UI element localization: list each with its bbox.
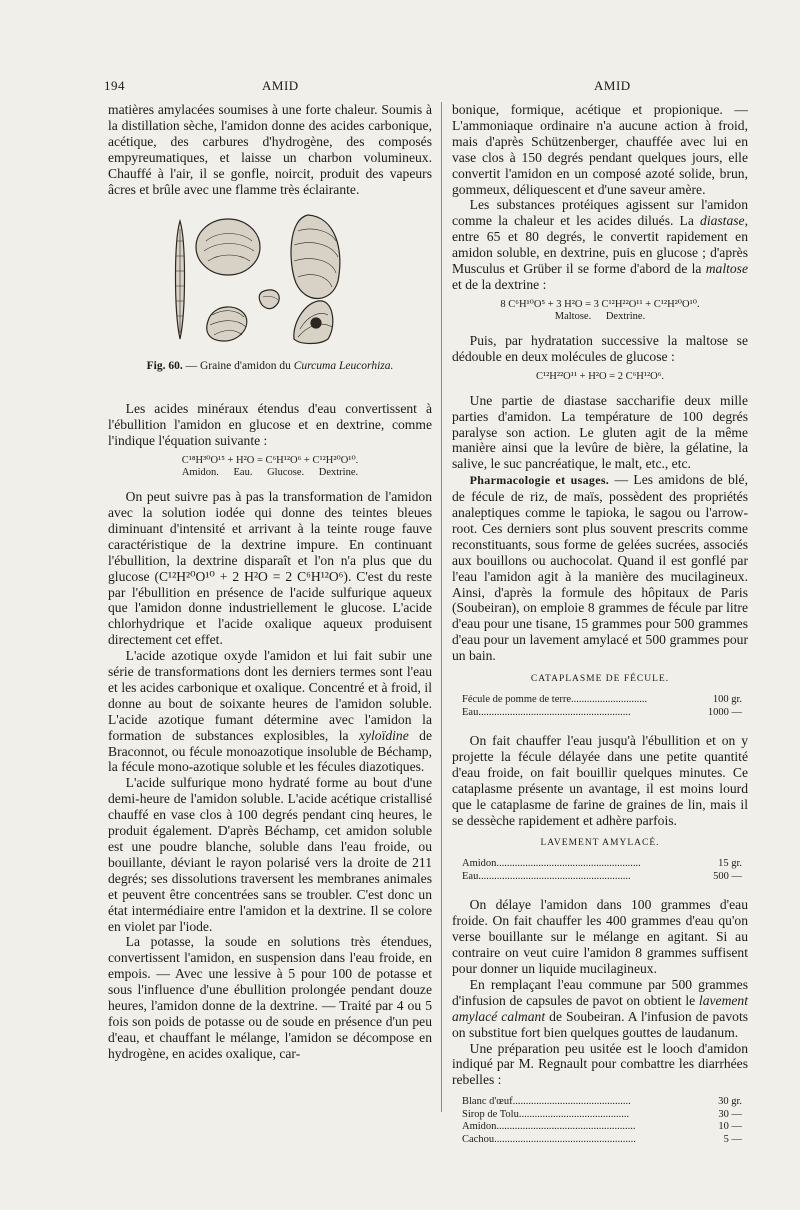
ingredient: Amidon....................................................... — [462, 858, 641, 870]
text-run: de Soubeiran. A l'infusion de pavots on substitue fort bien quelques gouttes de laudanum. — [452, 1008, 749, 1040]
paragraph — [452, 977, 748, 1041]
figure-starch-grains — [108, 211, 432, 351]
text-run: — Les amidons de blé, de fécule de riz, de maïs, possèdent des propriétés analeptiques comme le tapioka, le sagou ou l'arrow-root. Ces derniers sont plus souvent prescrits comme reconstituants, sous forme de gelées sucrées, associés aux bouillons ou auchocolat. Quand il est gonflé par l'eau l'amidon agit à la manière des mucilagineux. Ainsi, d'après la formule des hôpitaux de Paris (Soubeiran), on emploie 8 grammes de fécule par litre d'eau pour une tisane, 15 grammes pour 500 grammes d'eau pour un lavement amylacé et 500 grammes pour un bain. — [452, 472, 748, 664]
recipe-row — [462, 1109, 742, 1122]
paragraph: Puis, par hydratation successive la maltose se dédouble en deux molécules de glucose : — [452, 332, 748, 364]
page-header — [0, 78, 800, 98]
recipe-row — [462, 1121, 742, 1134]
paragraph: On fait chauffer l'eau jusqu'à l'ébullition et on y projette la fécule délayée dans une petite quantité d'eau froide, on fait bouillir quelques minutes. Ce cataplasme présente un avantage, il est moins lourd que le cataplasme de farine de graines de lin, mais il se dessèche rapidement et adhère parfois. — [452, 733, 748, 828]
italic-term: diastase, — [700, 213, 748, 229]
recipe-row — [462, 694, 742, 707]
equation: 8 C⁶H¹⁰O⁵ + 3 H²O = 3 C¹²H²²O¹¹ + C¹²H²⁰O¹⁰. — [500, 298, 700, 310]
figure-caption — [108, 359, 432, 375]
ingredient: Amidon..................................................... — [462, 1121, 636, 1133]
recipe-row — [462, 1134, 742, 1147]
section-heading: Pharmacologie et usages. — [469, 473, 610, 488]
recipe-row — [462, 871, 742, 884]
text-run: L'acide azotique oxyde l'amidon et lui fait subir une série de transformations dont les derniers termes sont l'eau et les acides carbonique et oxalique. Concentré et à froid, il donne au bout de soixante heures de l'amidon soluble. L'acide azotique fumant détermine avec l'amidon la formation de substances explosibles, la — [108, 648, 432, 743]
quantity: 10 — — [718, 1121, 742, 1133]
paragraph: On délaye l'amidon dans 100 grammes d'eau froide. On fait chauffer les 400 grammes d'eau qu'on verse bouillante sur le mélange en agitant. Si au contraire on veut cuire l'amidon 8 grammes suffisent pour donner un liquide mucilagineux. — [452, 897, 748, 976]
equation-label: Maltose. — [554, 310, 592, 322]
italic-term: lavement amylacé calmant — [452, 992, 748, 1024]
paragraph — [452, 197, 748, 292]
figure-label: Fig. 60. — [146, 360, 183, 373]
ingredient: Eau.......................................................... — [462, 870, 631, 882]
paragraph: matières amylacées soumises à une forte chaleur. Soumis à la distillation sèche, l'amidon donne des acides carbonique, acétique, des carbures d'hydrogène, des composés empyreumatiques, et laisse un charbon volumineux. Chauffé à l'air, il se gonfle, noircit, produit des vapeurs âcres et brûle avec une flamme très éclairante. — [108, 102, 432, 197]
figure-caption-text: — Graine d'amidon du — [185, 360, 291, 373]
ingredient: Sirop de Tolu.......................................... — [462, 1108, 630, 1120]
text-run: Les substances protéiques agissent sur l'amidon comme la chaleur et les acides dilués. La — [452, 197, 748, 229]
starch-grains-illustration — [168, 211, 368, 351]
recipe-row — [462, 858, 742, 871]
quantity: 5 — — [723, 1133, 742, 1145]
paragraph: L'acide sulfurique mono hydraté forme au bout d'une demi-heure de l'amidon soluble. L'acide acétique cristallisé chauffé en vase clos à 100 degrés pendant cinq heures, le produit également. D'après Béchamp, cet amidon soluble est une poudre blanche, soluble dans l'eau froide, ou bouillante, déviant le rayon polarisé vers la droite de 211 degrés; ses dissolutions traversent les membranes animales et peuvent être concentrées sans se troubler. C'est donc un état intermédiaire entre l'amidon et la dextrine. Il se colore en violet par l'iode. — [108, 775, 432, 934]
column-divider — [441, 102, 442, 1112]
left-column — [108, 102, 432, 1062]
right-column — [452, 102, 748, 1160]
ingredient: Blanc d'œuf............................................. — [462, 1096, 631, 1108]
quantity: 100 gr. — [712, 694, 742, 705]
equation-labels — [108, 467, 432, 479]
recipe-title: CATAPLASME DE FÉCULE. — [530, 674, 670, 685]
equation-label: Glucose. — [267, 467, 305, 479]
italic-term: maltose — [705, 261, 748, 277]
paragraph — [108, 648, 432, 775]
recipe-row — [462, 1096, 742, 1109]
running-head-right: AMID — [594, 78, 631, 93]
figure-caption-species: Curcuma Leucorhiza. — [293, 360, 394, 373]
equation-label: Eau. — [233, 467, 253, 479]
paragraph: Une préparation peu usitée est le looch d'amidon indiqué par M. Regnault pour combattre les diarrhées rebelles : — [452, 1040, 748, 1088]
paragraph — [452, 472, 748, 664]
equation-label: Dextrine. — [605, 310, 646, 322]
equation-label: Dextrine. — [318, 467, 359, 479]
paragraph: Une partie de diastase saccharifie deux mille parties d'amidon. La température de 100 degrés paralyse son action. Le gluten agit de la même manière ainsi que la levûre de bière, la gélatine, la salive, le suc pancréatique, le malt, etc., etc. — [452, 392, 748, 472]
quantity: 500 — — [713, 870, 742, 882]
italic-term: xyloïdine — [358, 727, 409, 743]
recipe-table — [462, 858, 742, 883]
quantity: 15 gr. — [718, 858, 742, 870]
quantity: 30 — — [718, 1108, 742, 1120]
ingredient: Cachou...................................................... — [462, 1133, 636, 1145]
recipe-row — [462, 707, 742, 720]
paragraph: On peut suivre pas à pas la transformation de l'amidon avec la solution iodée qui donne des teintes bleues diminuant d'intensité et arrivant à la teinte rouge fauve caractéristique de la dextrine impure. En continuant l'ébullition, la dextrine disparaît et l'on n'a plus que du glucose (C¹²H²⁰O¹⁰ + 2 H²O = 2 C⁶H¹²O⁶). C'est du reste par l'ébullition en présence de l'acide sulfurique aqueux que l'amidon donne industriellement le glucose. L'acide chlorhydrique et l'acide oxalique aqueux produisent directement cet effet. — [108, 489, 432, 648]
equation: C¹²H²²O¹¹ + H²O = 2 C⁶H¹²O⁶. — [536, 370, 664, 382]
paragraph: bonique, formique, acétique et propionique. — L'ammoniaque ordinaire n'a aucune action à froid, mais d'après Schützenberger, chauffée avec lui en vase clos à 150 degrés pendant quelques jours, elle convertit l'amidon en un composé azoté solide, brun, gommeux, déliquescent et d'une saveur amère. — [452, 102, 748, 197]
text-run: de Braconnot, ou fécule monoazotique insoluble de Béchamp, la fécule mono-azotique soluble et les fécules diazotiques. — [108, 727, 433, 775]
paragraph: Les acides minéraux étendus d'eau convertissent à l'ébullition l'amidon en glucose et en dextrine, comme l'indique l'équation suivante : — [108, 401, 432, 449]
equation-labels — [452, 311, 748, 323]
recipe-table — [462, 694, 742, 719]
text-run: et de la dextrine : — [452, 276, 547, 292]
equation: C¹⁸H³⁰O¹⁵ + H²O = C⁶H¹²O⁶ + C¹²H²⁰O¹⁰. — [181, 455, 359, 467]
recipe-table — [462, 1096, 742, 1146]
quantity: 1000 — — [707, 706, 742, 718]
paragraph: La potasse, la soude en solutions très étendues, convertissent l'amidon, en suspension dans l'eau froide, en empois. — Avec une lessive à 5 pour 100 de potasse et sous l'influence d'une ébullition prolongée pendant douze heures, l'amidon donne de la dextrine. — Traité par 4 ou 5 fois son poids de potasse ou de soude en présence d'un peu d'eau, et chauffant le mélange, l'amidon se décompose en hydrogène, en acides oxalique, car- — [108, 934, 432, 1061]
page-number: 194 — [104, 78, 125, 93]
ingredient: Eau.......................................................... — [462, 706, 631, 718]
ingredient: Fécule de pomme de terre............................. — [462, 694, 648, 705]
quantity: 30 gr. — [718, 1096, 742, 1108]
text-run: entre 65 et 80 degrés, le convertit rapidement en amidon soluble, en dextrine, puis en glucose ; d'après Musculus et Grüber il se forme d'abord de la — [452, 229, 748, 277]
equation-label: Amidon. — [181, 467, 219, 479]
running-head-left: AMID — [262, 78, 299, 93]
recipe-title: LAVEMENT AMYLACÉ. — [540, 838, 660, 849]
text-run: En remplaçant l'eau commune par 500 grammes d'infusion de capsules de pavot on obtient le — [452, 976, 748, 1008]
